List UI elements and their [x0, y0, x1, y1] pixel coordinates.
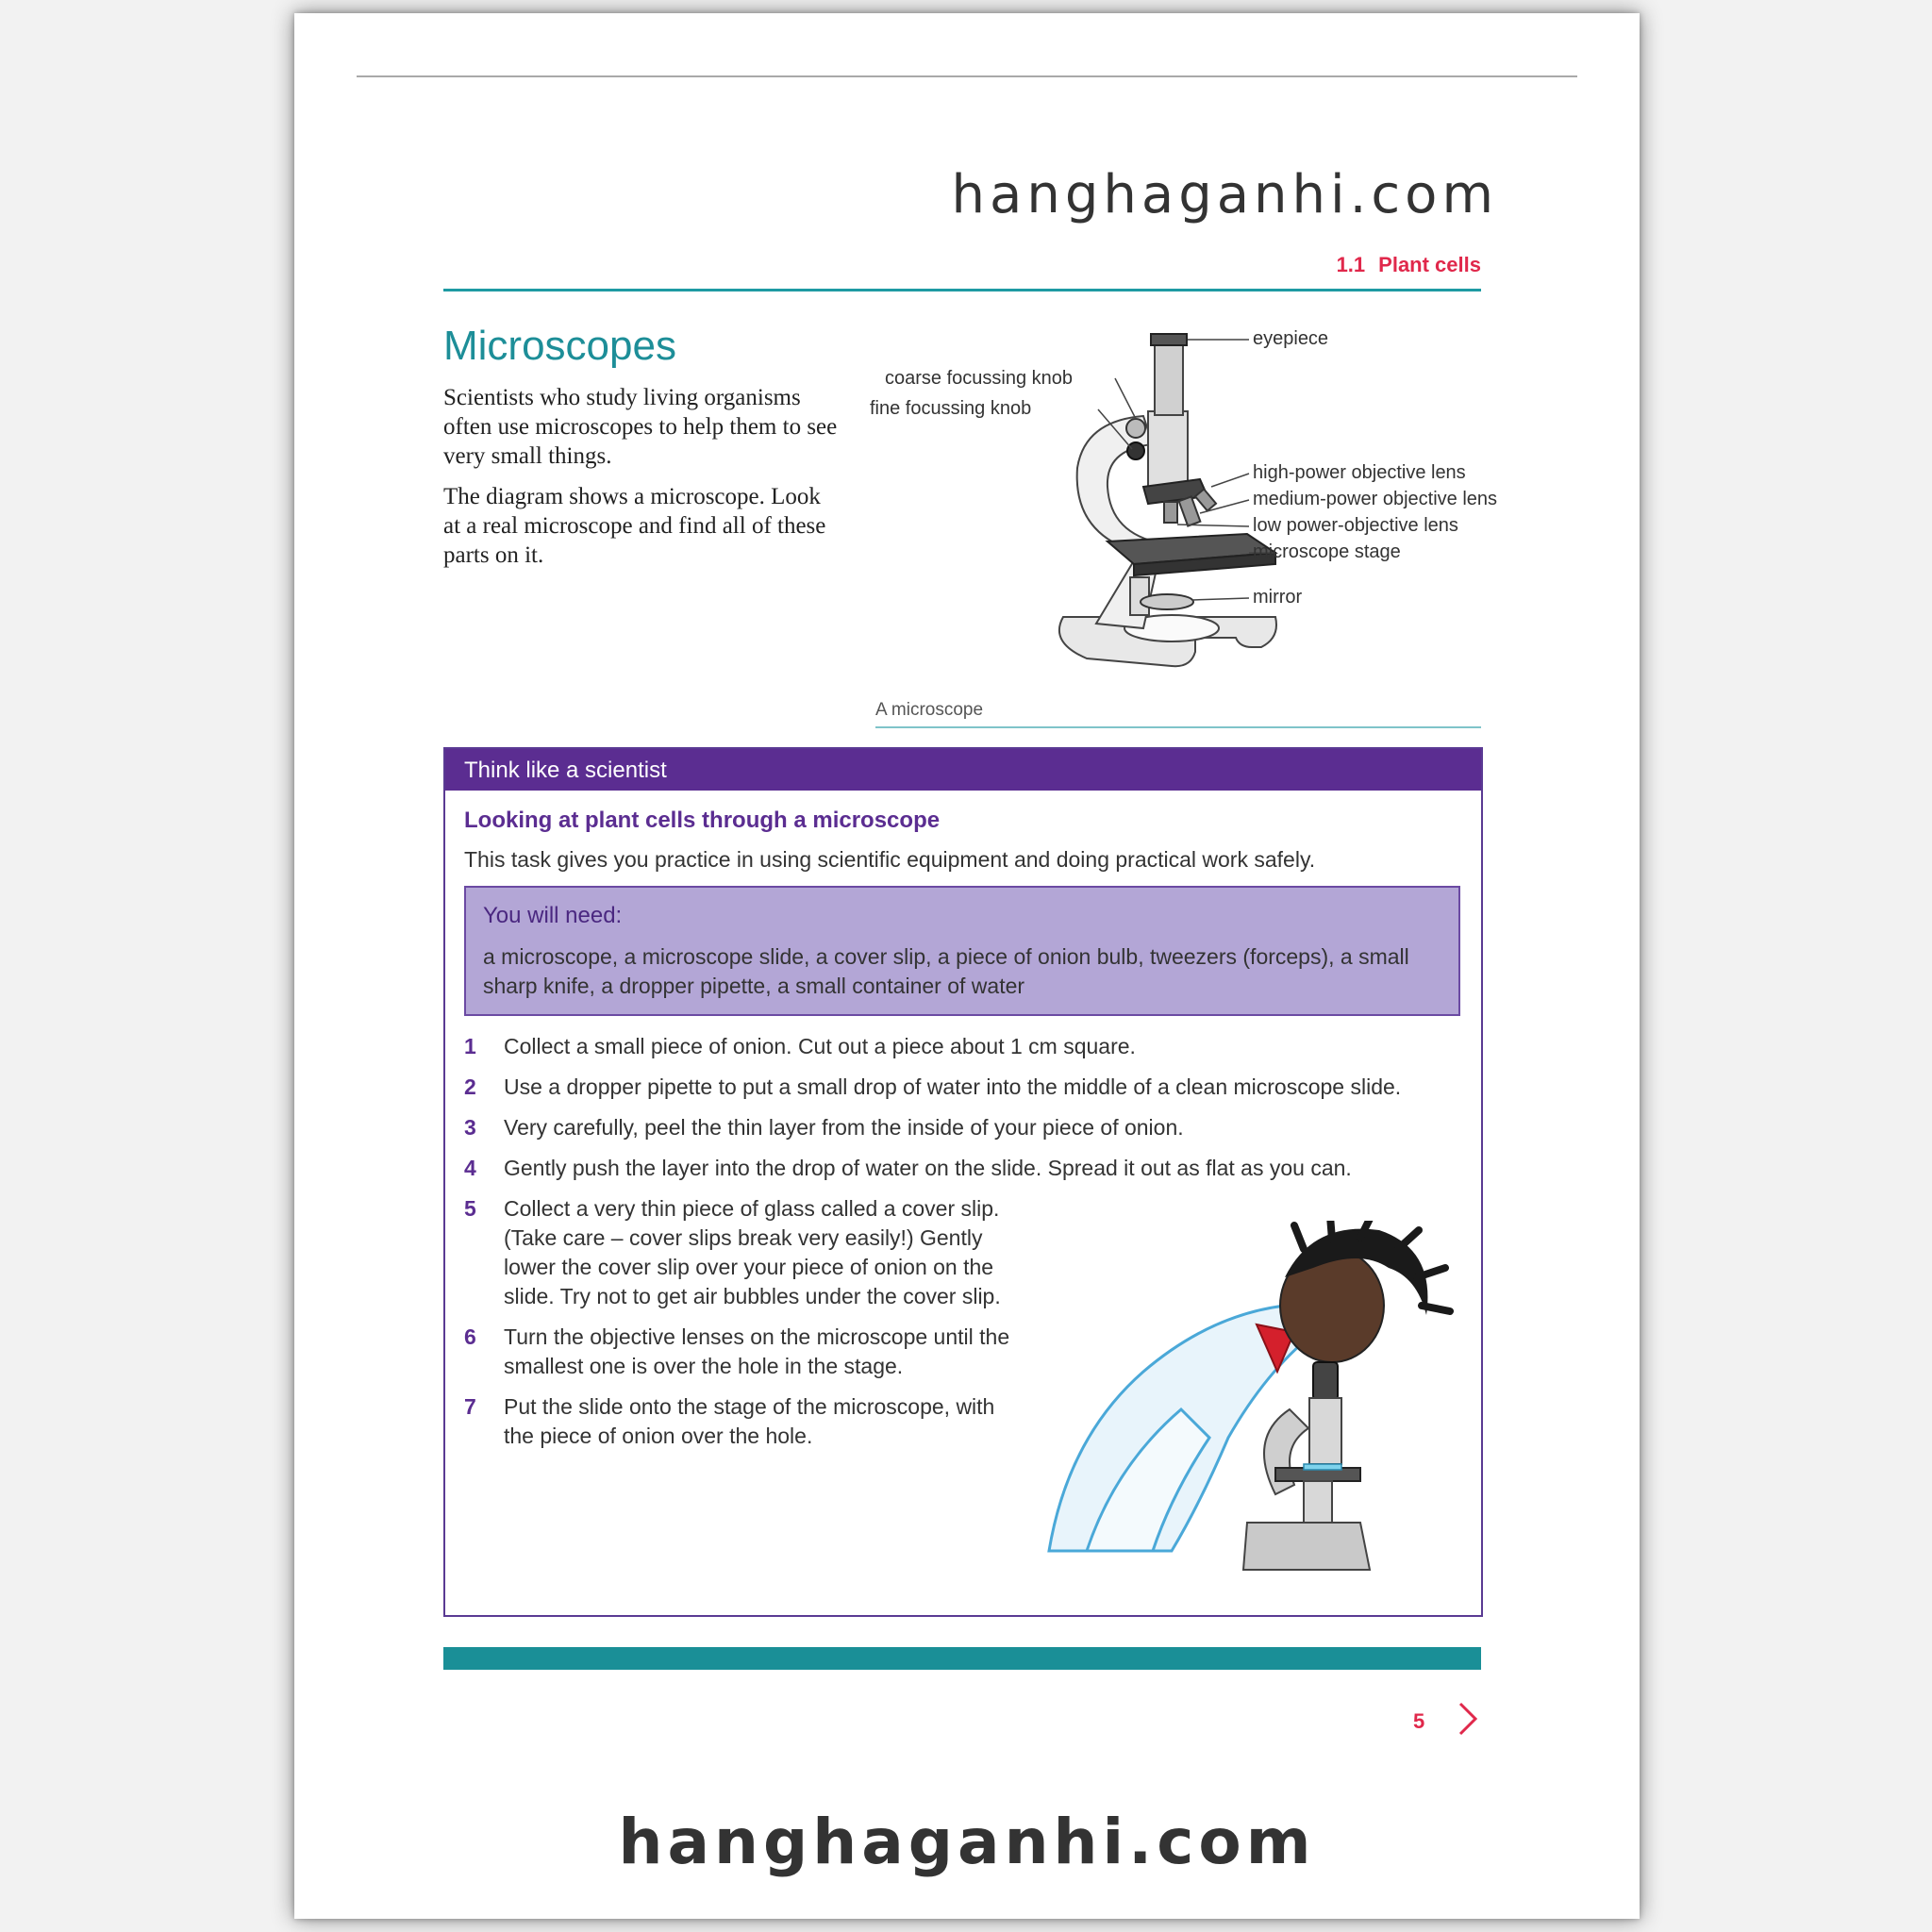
- textbook-page: [294, 13, 1640, 1919]
- list-item: [464, 1032, 1464, 1061]
- list-item: [464, 1154, 1464, 1183]
- footer-bar: [443, 1647, 1481, 1670]
- step-text: Collect a small piece of onion. Cut out a piece about 1 cm square.: [504, 1034, 1136, 1058]
- step-text: Use a dropper pipette to put a small drop of water into the middle of a clean microscope slide.: [504, 1074, 1402, 1099]
- list-item: [464, 1323, 1013, 1381]
- list-item: [464, 1113, 1464, 1142]
- header-rule: [443, 289, 1481, 291]
- chevron-right-icon[interactable]: [1457, 1700, 1479, 1738]
- list-item: [464, 1194, 1013, 1311]
- top-rule: [357, 75, 1577, 77]
- watermark-bottom: hanghaganhi.com: [618, 1806, 1316, 1878]
- diagram-caption: A microscope: [875, 700, 984, 720]
- activity-header: [445, 749, 1481, 791]
- activity-box: [443, 747, 1483, 1617]
- list-item: [464, 1073, 1464, 1102]
- section-title: Plant cells: [1378, 253, 1481, 276]
- step-number: 3: [464, 1115, 476, 1140]
- activity-title: Looking at plant cells through a microscope: [464, 808, 941, 833]
- equipment-list: a microscope, a microscope slide, a cover slip, a piece of onion bulb, tweezers (forceps), a small sharp knife, a dropper pipette, a small container of water: [483, 944, 1409, 998]
- page-number: 5: [1413, 1709, 1425, 1733]
- equipment-title: You will need:: [483, 903, 623, 928]
- label-coarse-focussing-knob: coarse focussing knob: [885, 368, 1074, 389]
- step-text: Turn the objective lenses on the microscope until the smallest one is over the hole in the stage.: [504, 1324, 1010, 1378]
- label-medium-power-objective: medium-power objective lens: [1253, 489, 1498, 509]
- watermark-top: hanghaganhi.com: [951, 164, 1498, 225]
- step-number: 4: [464, 1156, 476, 1180]
- step-number: 1: [464, 1034, 476, 1058]
- activity-header-label: Think like a scientist: [464, 758, 667, 783]
- label-high-power-objective: high-power objective lens: [1253, 462, 1466, 483]
- step-number: 2: [464, 1074, 476, 1099]
- step-text: Collect a very thin piece of glass called a cover slip. (Take care – cover slips break very easily!) Gently lower the cover slip over your piece of onion on the slide. Try not to get air bubbles under the cover slip.: [504, 1196, 1001, 1308]
- intro-text: [443, 383, 840, 581]
- caption-rule: [875, 726, 1481, 728]
- microscope-diagram: [860, 317, 1521, 694]
- step-number: 7: [464, 1394, 476, 1419]
- label-low-power-objective: low power-objective lens: [1253, 515, 1458, 536]
- step-text: Put the slide onto the stage of the microscope, with the piece of onion over the hole.: [504, 1394, 995, 1448]
- label-mirror: mirror: [1253, 587, 1303, 608]
- intro-paragraph-2: The diagram shows a microscope. Look at a real microscope and find all of these parts on it.: [443, 484, 826, 568]
- section-reference: [1337, 253, 1481, 277]
- label-microscope-stage: microscope stage: [1253, 541, 1401, 562]
- label-eyepiece: eyepiece: [1253, 328, 1329, 349]
- step-text: Gently push the layer into the drop of water on the slide. Spread it out as flat as you can.: [504, 1156, 1352, 1180]
- step-number: 5: [464, 1196, 476, 1221]
- step-text: Very carefully, peel the thin layer from the inside of your piece of onion.: [504, 1115, 1184, 1140]
- section-number: 1.1: [1336, 253, 1366, 276]
- intro-paragraph-1: Scientists who study living organisms often use microscopes to help them to see very small things.: [443, 385, 838, 469]
- list-item: [464, 1392, 1013, 1451]
- page-title: Microscopes: [443, 323, 676, 369]
- equipment-panel: [464, 886, 1460, 1016]
- student-microscope-illustration: [1030, 1221, 1464, 1589]
- step-number: 6: [464, 1324, 476, 1349]
- label-fine-focussing-knob: fine focussing knob: [870, 398, 1032, 419]
- activity-description: This task gives you practice in using scientific equipment and doing practical work safely.: [464, 847, 1316, 872]
